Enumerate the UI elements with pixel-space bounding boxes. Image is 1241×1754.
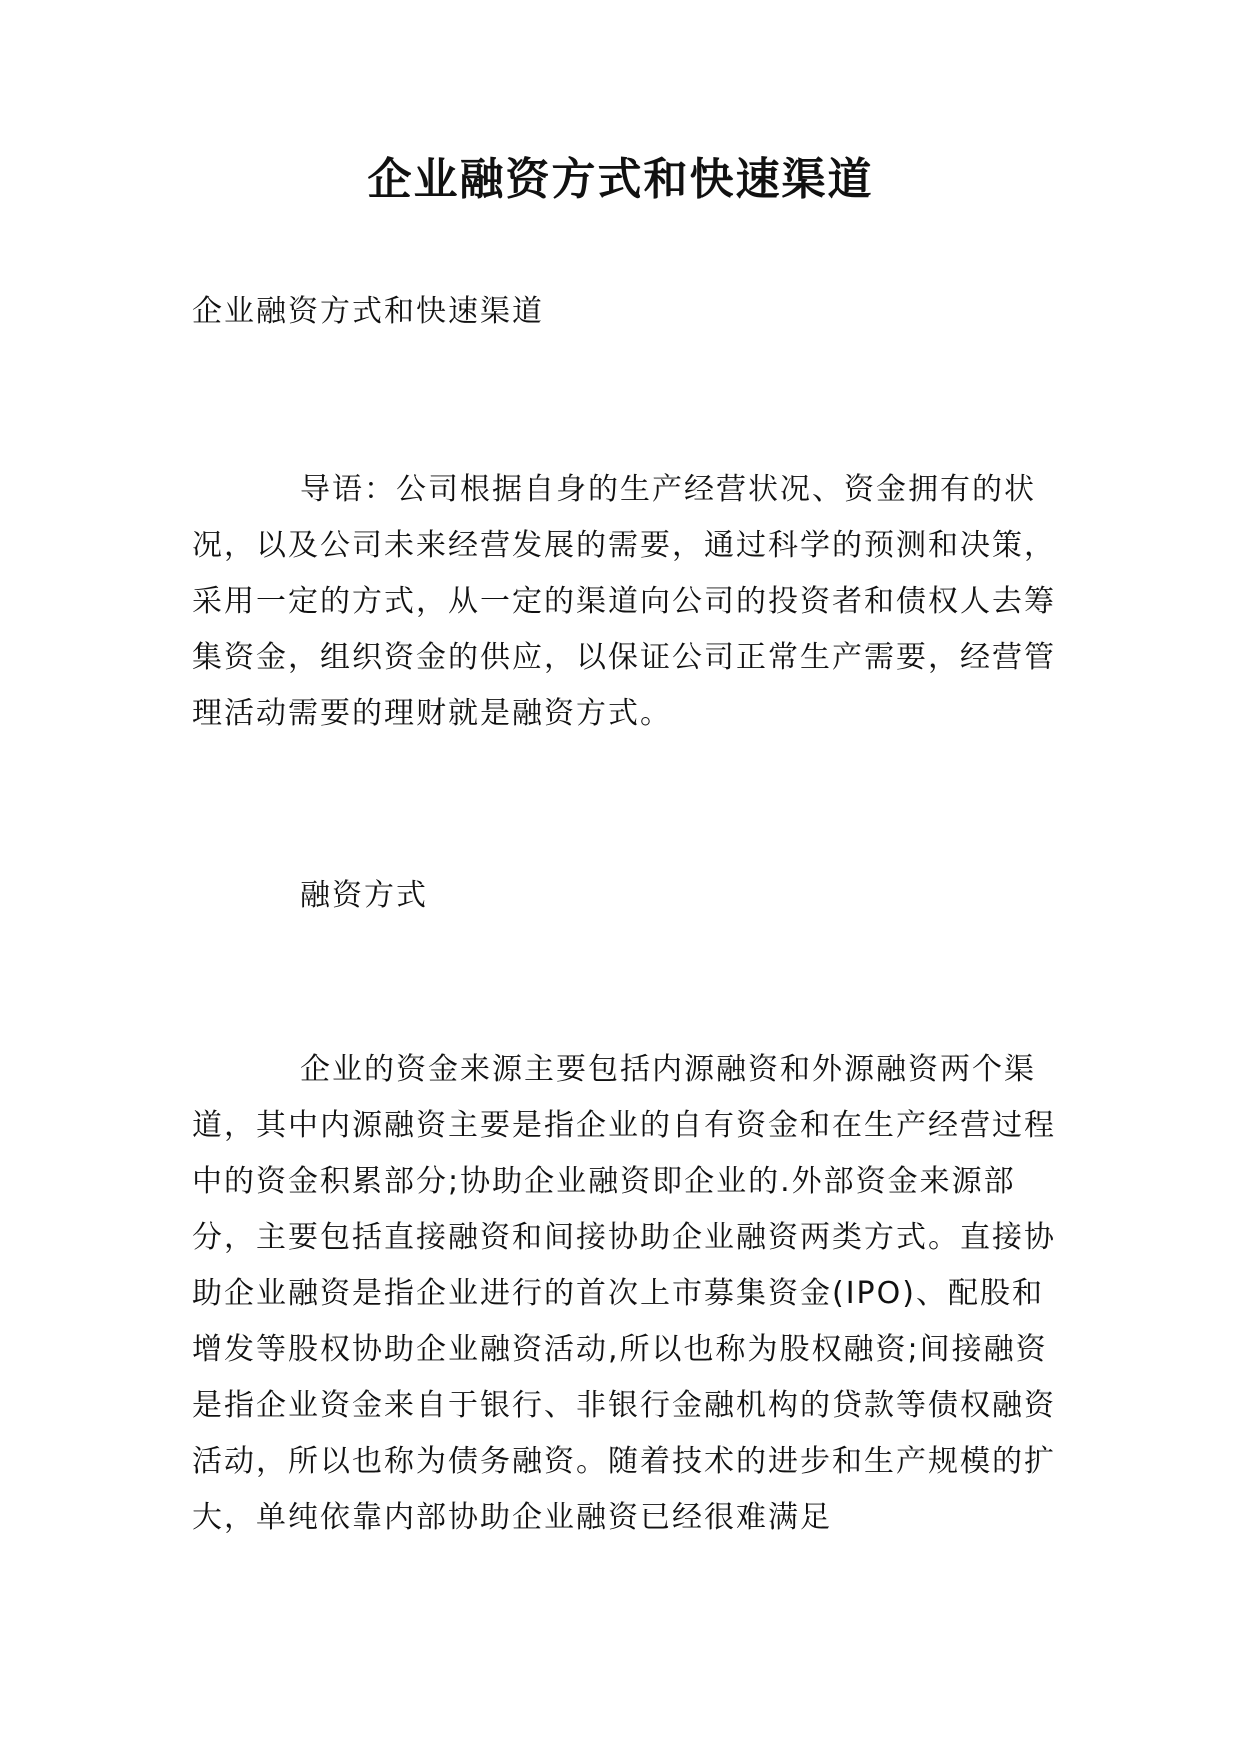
section-heading bbox=[192, 868, 1057, 924]
document-title: 企业融资方式和快速渠道 bbox=[367, 154, 874, 205]
document-subtitle: 企业融资方式和快速渠道 bbox=[192, 294, 544, 329]
intro-paragraph bbox=[192, 462, 1057, 742]
intro-paragraph-text: 导语：公司根据自身的生产经营状况、资金拥有的状况，以及公司未来经营发展的需要，通过科学的预测和决策，采用一定的方式，从一定的渠道向公司的投资者和债权人去筹集资金，组织资金的供应，以保证公司正常生产需要，经营管理活动需要的理财就是融资方式。 bbox=[192, 472, 1056, 731]
section-heading-text: 融资方式 bbox=[300, 878, 428, 913]
main-paragraph-text: 企业的资金来源主要包括内源融资和外源融资两个渠道，其中内源融资主要是指企业的自有资金和在生产经营过程中的资金积累部分;协助企业融资即企业的.外部资金来源部分，主要包括直接融资和间接协助企业融资两类方式。直接协助企业融资是指企业进行的首次上市募集资金(IPO)、配股和增发等股权协助企业融资活动,所以也称为股权融资;间接融资是指企业资金来自于银行、非银行金融机构的贷款等债权融资活动，所以也称为债务融资。随着技术的进步和生产规模的扩大，单纯依靠内部协助企业融资已经很难满足 bbox=[192, 1052, 1056, 1535]
main-paragraph bbox=[192, 1042, 1057, 1546]
